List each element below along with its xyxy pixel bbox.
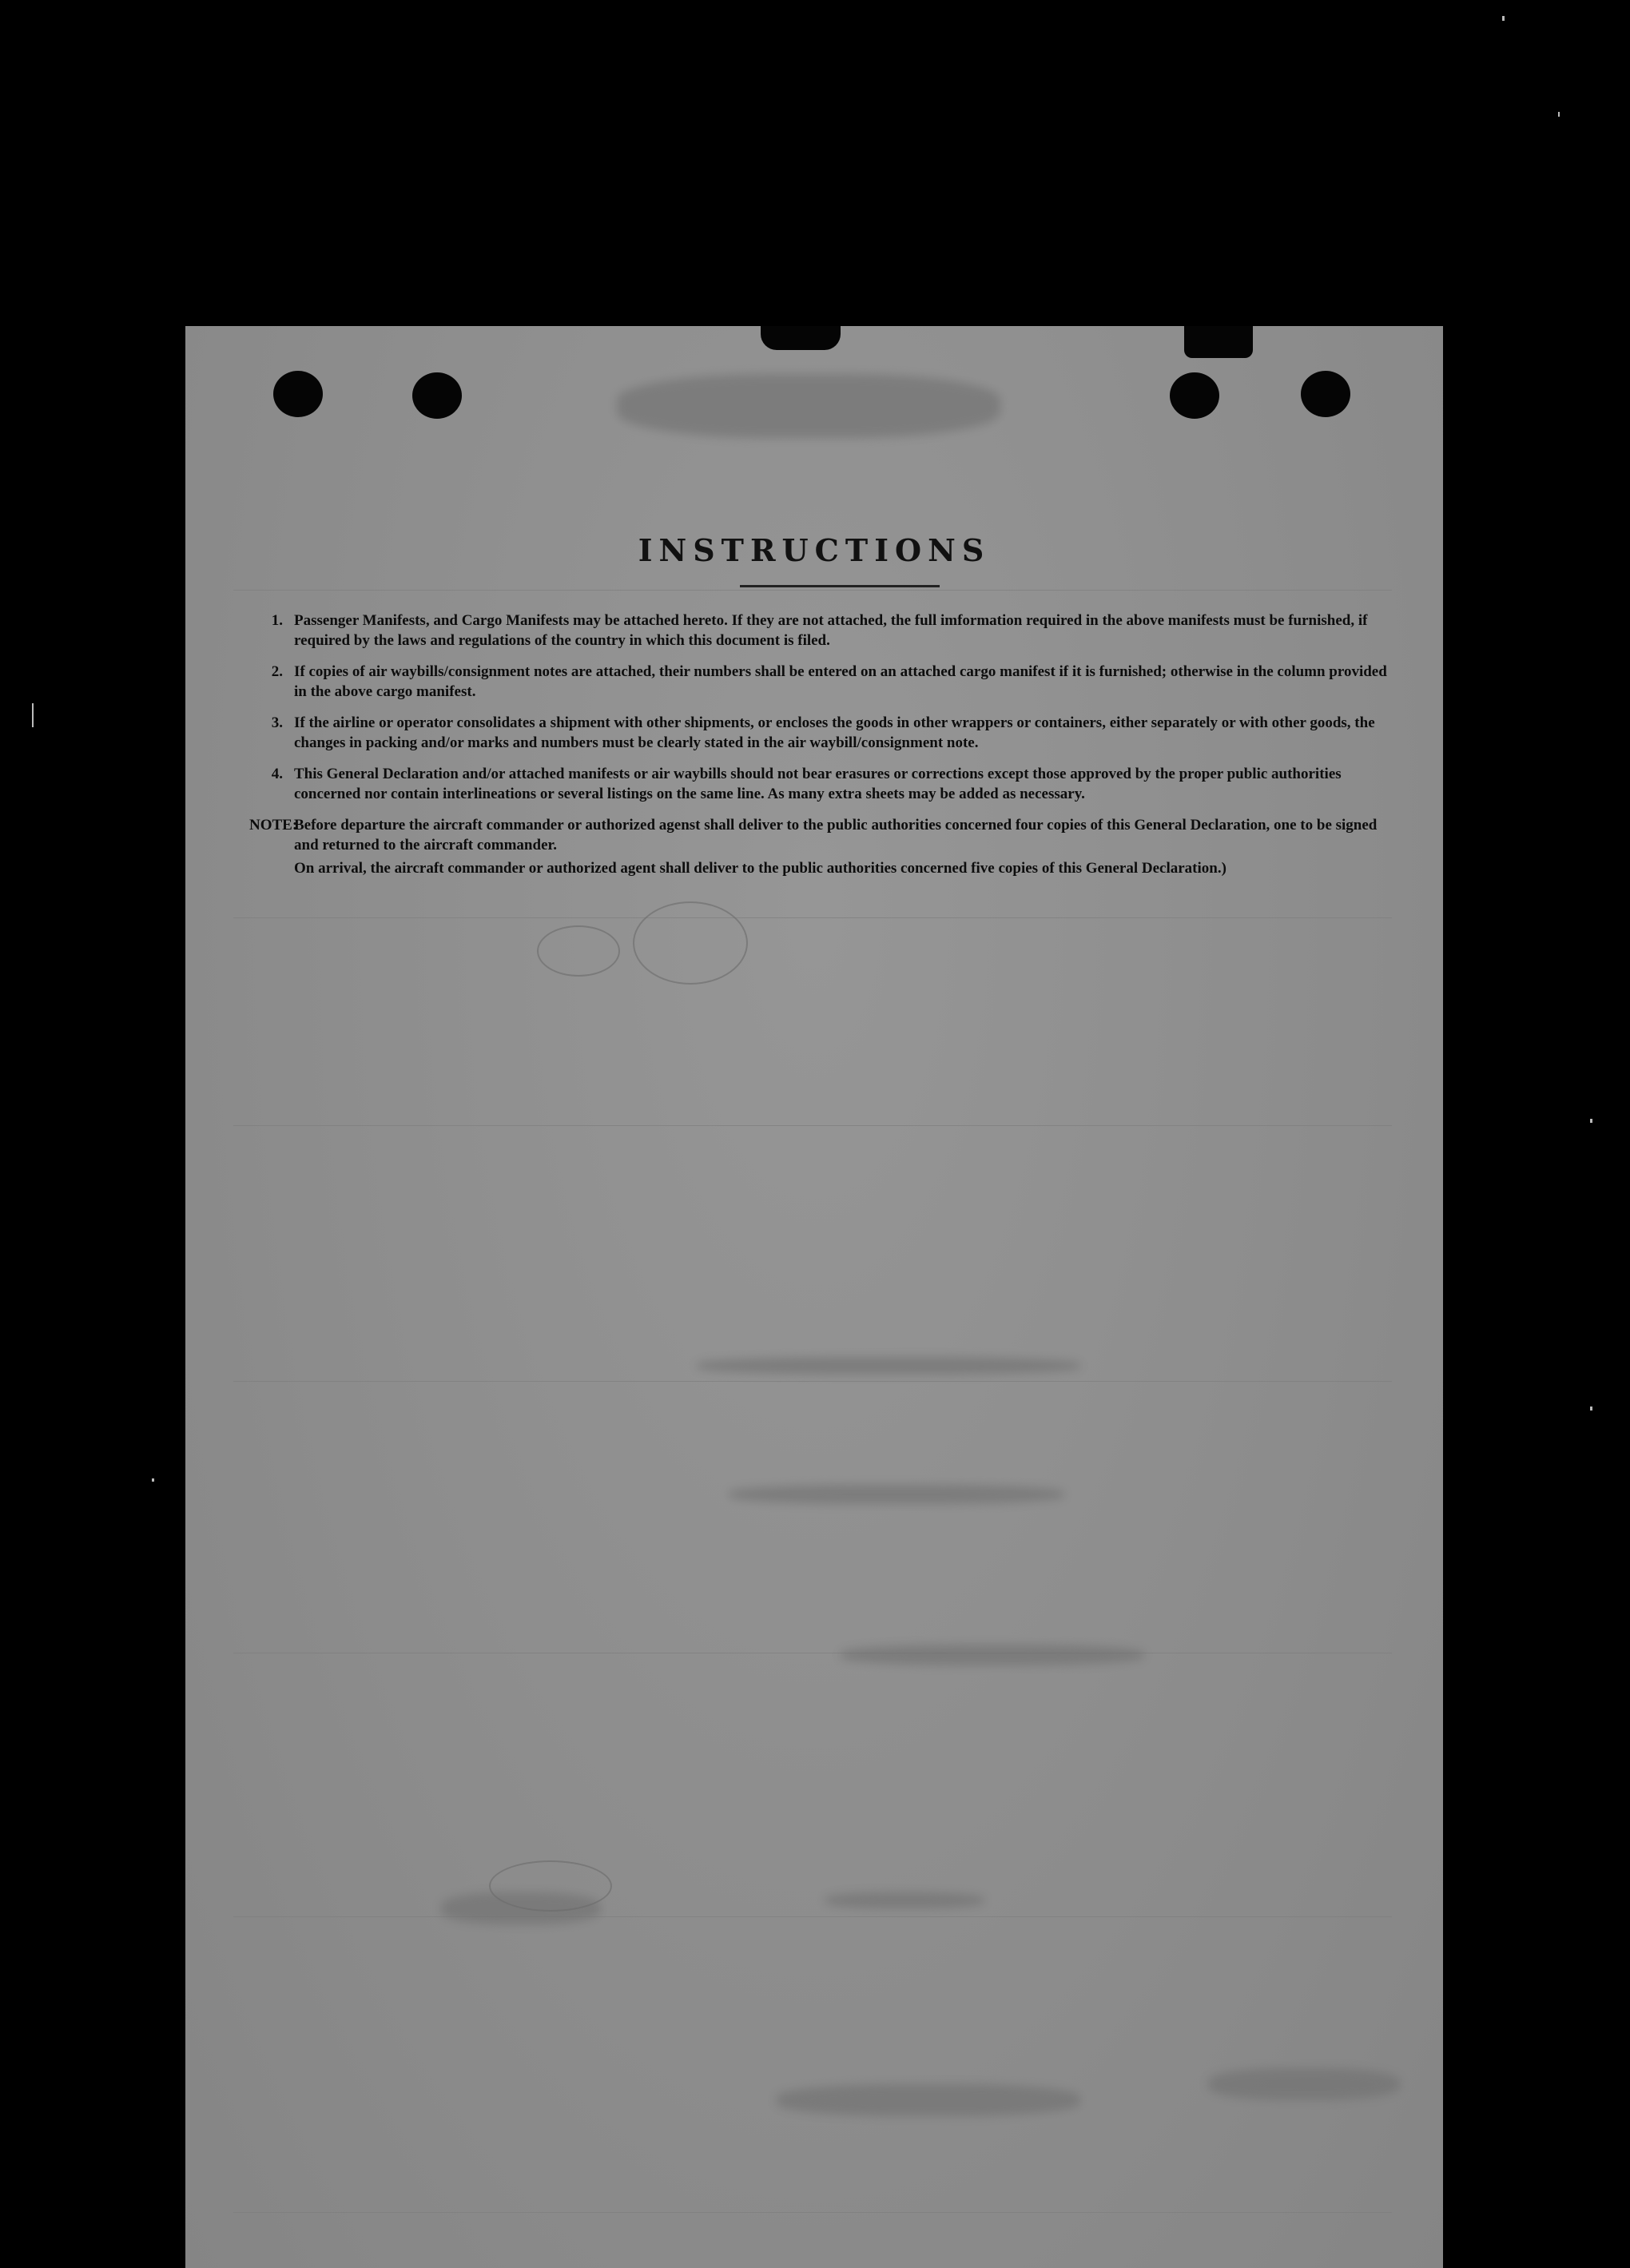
instruction-item-2 bbox=[249, 662, 1400, 702]
instructions-title: INSTRUCTIONS bbox=[638, 532, 991, 568]
top-notch-2 bbox=[1184, 326, 1253, 358]
punch-hole-3 bbox=[1170, 372, 1219, 419]
note-label: NOTE: bbox=[249, 817, 298, 834]
instruction-text: Passenger Manifests, and Cargo Manifests may be attached hereto. If they are not attached, the full imformation required in the above manifests must be furnished, if required by the laws and regulations of the country in which this document is filed. bbox=[294, 612, 1368, 649]
punch-hole-1 bbox=[273, 371, 323, 417]
instruction-number: 2. bbox=[271, 663, 283, 680]
instruction-number: 4. bbox=[271, 766, 283, 782]
instruction-item-4 bbox=[249, 764, 1400, 804]
document-page bbox=[185, 326, 1443, 2268]
instruction-item-3 bbox=[249, 713, 1400, 753]
punch-hole-4 bbox=[1301, 371, 1350, 417]
instruction-text: If copies of air waybills/consignment notes are attached, their numbers shall be entered on an attached cargo manifest if it is furnished; otherwise in the column provided in the above cargo manifest. bbox=[294, 663, 1387, 700]
note-arrival-text: On arrival, the aircraft commander or authorized agent shall deliver to the public authorities concerned five copies of this General Declaration.) bbox=[294, 860, 1226, 877]
instruction-text: If the airline or operator consolidates a shipment with other shipments, or encloses the goods in other wrappers or containers, either separately or with other goods, the changes in packing and/or marks and numbers must be clearly stated in the air waybill/consignment note. bbox=[294, 714, 1375, 751]
instruction-number: 1. bbox=[271, 612, 283, 629]
top-notch-1 bbox=[761, 326, 841, 350]
instruction-item-1 bbox=[249, 611, 1400, 651]
punch-hole-2 bbox=[412, 372, 462, 419]
note-block bbox=[249, 815, 1400, 878]
instruction-text: This General Declaration and/or attached manifests or air waybills should not bear erasures or corrections except those approved by the proper public authorities concerned nor contain interlineations or several listings on the same line. As many extra sheets may be added as necessary. bbox=[294, 766, 1342, 802]
instruction-number: 3. bbox=[271, 714, 283, 731]
note-text: Before departure the aircraft commander or authorized agenst shall deliver to the public authorities concerned four copies of this General Declaration, one to be signed and returned to the aircraft commander. bbox=[294, 817, 1378, 853]
instructions-list bbox=[249, 611, 1400, 889]
title-underline bbox=[740, 585, 940, 587]
